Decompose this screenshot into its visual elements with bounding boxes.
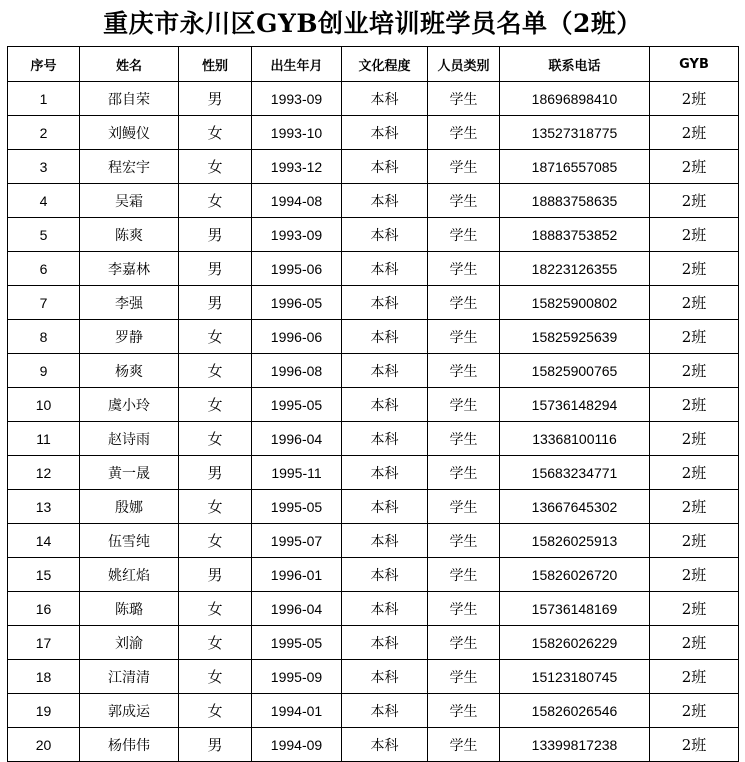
cell-gyb-class: 2班 — [650, 694, 739, 728]
header-gender: 性别 — [179, 47, 252, 82]
cell-number: 8 — [8, 320, 80, 354]
cell-birth-date: 1993-09 — [252, 218, 342, 252]
cell-number: 4 — [8, 184, 80, 218]
cell-name: 李嘉林 — [80, 252, 179, 286]
cell-number: 15 — [8, 558, 80, 592]
cell-birth-date: 1995-11 — [252, 456, 342, 490]
table-row — [8, 558, 739, 592]
cell-gyb-class: 2班 — [650, 116, 739, 150]
cell-category: 学生 — [428, 218, 500, 252]
cell-education: 本科 — [342, 286, 428, 320]
header-category: 人员类别 — [428, 47, 500, 82]
cell-category: 学生 — [428, 592, 500, 626]
cell-number: 6 — [8, 252, 80, 286]
cell-name: 殷娜 — [80, 490, 179, 524]
cell-birth-date: 1996-04 — [252, 422, 342, 456]
cell-education: 本科 — [342, 354, 428, 388]
cell-gyb-class: 2班 — [650, 592, 739, 626]
cell-birth-date: 1994-09 — [252, 728, 342, 762]
cell-gender: 女 — [179, 116, 252, 150]
cell-gender: 女 — [179, 184, 252, 218]
cell-phone: 13527318775 — [500, 116, 650, 150]
cell-gyb-class: 2班 — [650, 82, 739, 116]
cell-name: 江清清 — [80, 660, 179, 694]
cell-category: 学生 — [428, 82, 500, 116]
cell-gender: 女 — [179, 150, 252, 184]
cell-category: 学生 — [428, 184, 500, 218]
cell-gyb-class: 2班 — [650, 558, 739, 592]
cell-birth-date: 1995-05 — [252, 626, 342, 660]
table-row — [8, 354, 739, 388]
table-row — [8, 218, 739, 252]
cell-category: 学生 — [428, 558, 500, 592]
document-title: 重庆市永川区GYB创业培训班学员名单（2班） — [103, 9, 642, 38]
cell-name: 伍雪纯 — [80, 524, 179, 558]
cell-category: 学生 — [428, 728, 500, 762]
cell-gender: 男 — [179, 82, 252, 116]
cell-category: 学生 — [428, 694, 500, 728]
cell-name: 姚红焰 — [80, 558, 179, 592]
cell-number: 1 — [8, 82, 80, 116]
cell-gender: 男 — [179, 218, 252, 252]
table-row — [8, 116, 739, 150]
header-name: 姓名 — [80, 47, 179, 82]
cell-name: 刘鳗仪 — [80, 116, 179, 150]
cell-education: 本科 — [342, 558, 428, 592]
cell-birth-date: 1994-01 — [252, 694, 342, 728]
cell-number: 17 — [8, 626, 80, 660]
cell-gyb-class: 2班 — [650, 728, 739, 762]
cell-gender: 女 — [179, 354, 252, 388]
cell-phone: 15736148294 — [500, 388, 650, 422]
cell-name: 陈璐 — [80, 592, 179, 626]
cell-education: 本科 — [342, 626, 428, 660]
cell-phone: 18696898410 — [500, 82, 650, 116]
cell-name: 黄一晟 — [80, 456, 179, 490]
cell-category: 学生 — [428, 252, 500, 286]
table-row — [8, 728, 739, 762]
cell-birth-date: 1993-12 — [252, 150, 342, 184]
cell-gender: 男 — [179, 728, 252, 762]
table-row — [8, 660, 739, 694]
table-row — [8, 150, 739, 184]
cell-gyb-class: 2班 — [650, 218, 739, 252]
cell-phone: 18883753852 — [500, 218, 650, 252]
cell-category: 学生 — [428, 388, 500, 422]
cell-gyb-class: 2班 — [650, 354, 739, 388]
cell-number: 5 — [8, 218, 80, 252]
cell-birth-date: 1996-01 — [252, 558, 342, 592]
cell-name: 陈爽 — [80, 218, 179, 252]
cell-gyb-class: 2班 — [650, 660, 739, 694]
cell-gender: 女 — [179, 524, 252, 558]
cell-phone: 15123180745 — [500, 660, 650, 694]
cell-birth-date: 1993-09 — [252, 82, 342, 116]
cell-gyb-class: 2班 — [650, 626, 739, 660]
cell-birth-date: 1995-06 — [252, 252, 342, 286]
cell-phone: 15825900765 — [500, 354, 650, 388]
cell-phone: 15683234771 — [500, 456, 650, 490]
header-education: 文化程度 — [342, 47, 428, 82]
cell-name: 杨伟伟 — [80, 728, 179, 762]
cell-name: 赵诗雨 — [80, 422, 179, 456]
table-row — [8, 592, 739, 626]
cell-number: 13 — [8, 490, 80, 524]
cell-number: 14 — [8, 524, 80, 558]
cell-number: 19 — [8, 694, 80, 728]
cell-education: 本科 — [342, 82, 428, 116]
cell-education: 本科 — [342, 728, 428, 762]
cell-category: 学生 — [428, 524, 500, 558]
cell-phone: 15826025913 — [500, 524, 650, 558]
cell-category: 学生 — [428, 456, 500, 490]
cell-gender: 男 — [179, 286, 252, 320]
cell-gender: 男 — [179, 456, 252, 490]
cell-number: 2 — [8, 116, 80, 150]
cell-gender: 女 — [179, 320, 252, 354]
cell-gyb-class: 2班 — [650, 150, 739, 184]
cell-gender: 女 — [179, 694, 252, 728]
cell-gender: 女 — [179, 490, 252, 524]
header-number: 序号 — [8, 47, 80, 82]
cell-education: 本科 — [342, 320, 428, 354]
cell-number: 3 — [8, 150, 80, 184]
cell-gyb-class: 2班 — [650, 456, 739, 490]
cell-birth-date: 1995-09 — [252, 660, 342, 694]
cell-gender: 男 — [179, 558, 252, 592]
cell-gender: 女 — [179, 422, 252, 456]
cell-birth-date: 1996-08 — [252, 354, 342, 388]
cell-name: 刘渝 — [80, 626, 179, 660]
cell-education: 本科 — [342, 592, 428, 626]
cell-birth-date: 1993-10 — [252, 116, 342, 150]
cell-gender: 女 — [179, 592, 252, 626]
cell-gender: 女 — [179, 626, 252, 660]
table-row — [8, 320, 739, 354]
table-row — [8, 694, 739, 728]
cell-name: 罗静 — [80, 320, 179, 354]
cell-category: 学生 — [428, 116, 500, 150]
cell-birth-date: 1996-05 — [252, 286, 342, 320]
cell-education: 本科 — [342, 116, 428, 150]
cell-category: 学生 — [428, 626, 500, 660]
cell-phone: 15826026229 — [500, 626, 650, 660]
cell-number: 11 — [8, 422, 80, 456]
cell-number: 12 — [8, 456, 80, 490]
cell-phone: 18223126355 — [500, 252, 650, 286]
cell-name: 邵自荣 — [80, 82, 179, 116]
cell-birth-date: 1996-06 — [252, 320, 342, 354]
cell-birth-date: 1996-04 — [252, 592, 342, 626]
cell-gyb-class: 2班 — [650, 184, 739, 218]
header-gyb-class: GYB — [650, 47, 739, 82]
cell-education: 本科 — [342, 660, 428, 694]
cell-number: 16 — [8, 592, 80, 626]
cell-gyb-class: 2班 — [650, 388, 739, 422]
cell-category: 学生 — [428, 660, 500, 694]
cell-gyb-class: 2班 — [650, 490, 739, 524]
cell-birth-date: 1995-05 — [252, 490, 342, 524]
cell-phone: 15826026546 — [500, 694, 650, 728]
cell-education: 本科 — [342, 524, 428, 558]
cell-number: 20 — [8, 728, 80, 762]
cell-name: 李强 — [80, 286, 179, 320]
table-row — [8, 82, 739, 116]
header-phone: 联系电话 — [500, 47, 650, 82]
header-birth-date: 出生年月 — [252, 47, 342, 82]
cell-education: 本科 — [342, 218, 428, 252]
cell-gender: 女 — [179, 388, 252, 422]
cell-phone: 13368100116 — [500, 422, 650, 456]
cell-gender: 男 — [179, 252, 252, 286]
cell-education: 本科 — [342, 184, 428, 218]
table-row — [8, 388, 739, 422]
cell-education: 本科 — [342, 150, 428, 184]
cell-name: 郭成运 — [80, 694, 179, 728]
cell-gyb-class: 2班 — [650, 524, 739, 558]
table-row — [8, 456, 739, 490]
cell-education: 本科 — [342, 694, 428, 728]
table-row — [8, 524, 739, 558]
cell-education: 本科 — [342, 422, 428, 456]
cell-phone: 15825900802 — [500, 286, 650, 320]
cell-phone: 18716557085 — [500, 150, 650, 184]
table-header-row — [8, 47, 739, 82]
student-roster-table — [7, 46, 739, 762]
table-row — [8, 252, 739, 286]
cell-category: 学生 — [428, 150, 500, 184]
table-body — [8, 82, 739, 762]
cell-name: 杨爽 — [80, 354, 179, 388]
cell-number: 7 — [8, 286, 80, 320]
cell-phone: 15825925639 — [500, 320, 650, 354]
cell-birth-date: 1995-07 — [252, 524, 342, 558]
cell-category: 学生 — [428, 422, 500, 456]
table-row — [8, 422, 739, 456]
cell-name: 虞小玲 — [80, 388, 179, 422]
cell-number: 18 — [8, 660, 80, 694]
cell-number: 10 — [8, 388, 80, 422]
cell-birth-date: 1994-08 — [252, 184, 342, 218]
cell-education: 本科 — [342, 252, 428, 286]
cell-number: 9 — [8, 354, 80, 388]
cell-name: 吴霜 — [80, 184, 179, 218]
cell-category: 学生 — [428, 490, 500, 524]
cell-gender: 女 — [179, 660, 252, 694]
table-row — [8, 184, 739, 218]
cell-name: 程宏宇 — [80, 150, 179, 184]
cell-category: 学生 — [428, 354, 500, 388]
cell-gyb-class: 2班 — [650, 286, 739, 320]
cell-gyb-class: 2班 — [650, 252, 739, 286]
cell-gyb-class: 2班 — [650, 422, 739, 456]
cell-phone: 13399817238 — [500, 728, 650, 762]
table-row — [8, 626, 739, 660]
cell-education: 本科 — [342, 388, 428, 422]
cell-gyb-class: 2班 — [650, 320, 739, 354]
cell-category: 学生 — [428, 286, 500, 320]
table-row — [8, 490, 739, 524]
cell-phone: 13667645302 — [500, 490, 650, 524]
cell-category: 学生 — [428, 320, 500, 354]
cell-phone: 15736148169 — [500, 592, 650, 626]
cell-phone: 15826026720 — [500, 558, 650, 592]
cell-education: 本科 — [342, 490, 428, 524]
cell-phone: 18883758635 — [500, 184, 650, 218]
cell-education: 本科 — [342, 456, 428, 490]
table-row — [8, 286, 739, 320]
cell-birth-date: 1995-05 — [252, 388, 342, 422]
